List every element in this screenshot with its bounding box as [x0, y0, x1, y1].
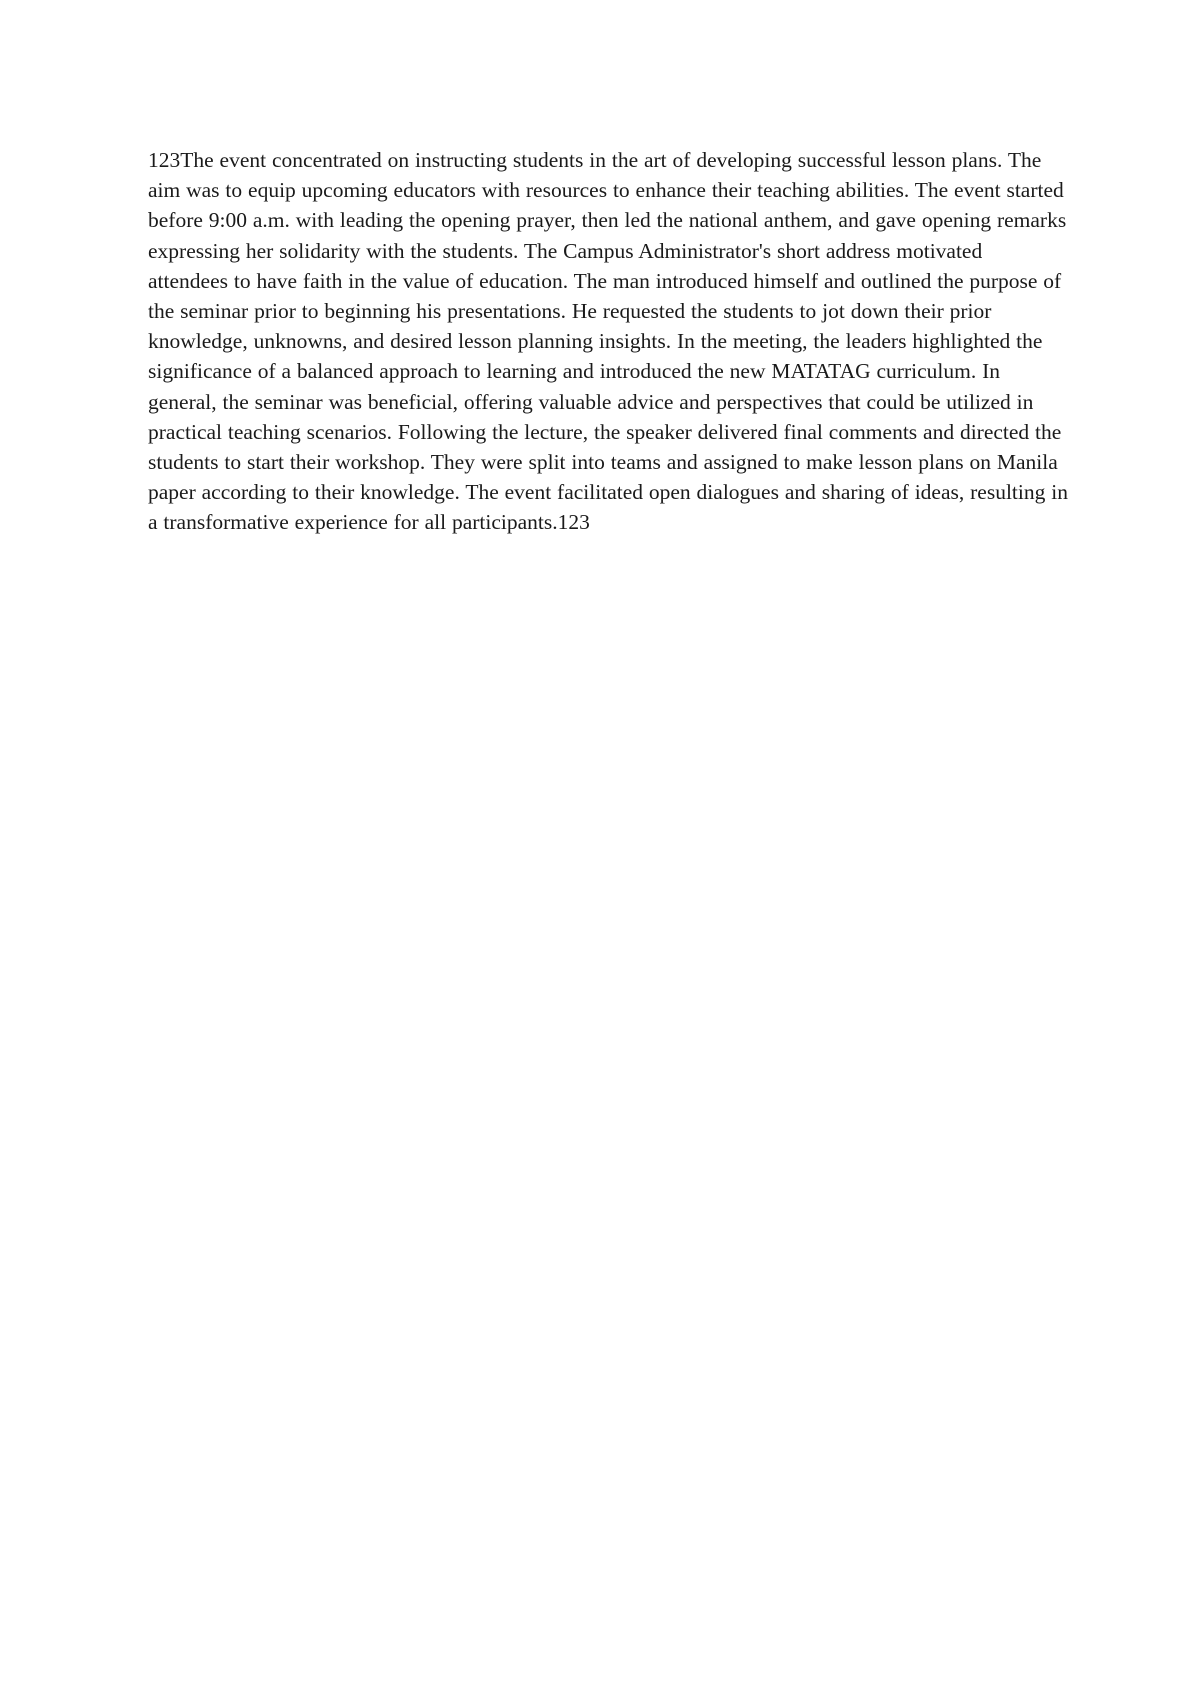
- body-paragraph: 123The event concentrated on instructing students in the art of developing successful lesson plans. The aim was to equip upcoming educators with resources to enhance their teaching abilities. The event started before 9:00 a.m. with leading the opening prayer, then led the national anthem, and gave opening remarks expressing her solidarity with the students. The Campus Administrator's short address motivated attendees to have faith in the value of education. The man introduced himself and outlined the purpose of the seminar prior to beginning his presentations. He requested the students to jot down their prior knowledge, unknowns, and desired lesson planning insights. In the meeting, the leaders highlighted the significance of a balanced approach to learning and introduced the new MATATAG curriculum. In general, the seminar was beneficial, offering valuable advice and perspectives that could be utilized in practical teaching scenarios. Following the lecture, the speaker delivered final comments and directed the students to start their workshop. They were split into teams and assigned to make lesson plans on Manila paper according to their knowledge. The event facilitated open dialogues and sharing of ideas, resulting in a transformative experience for all participants.123: [148, 148, 1068, 535]
